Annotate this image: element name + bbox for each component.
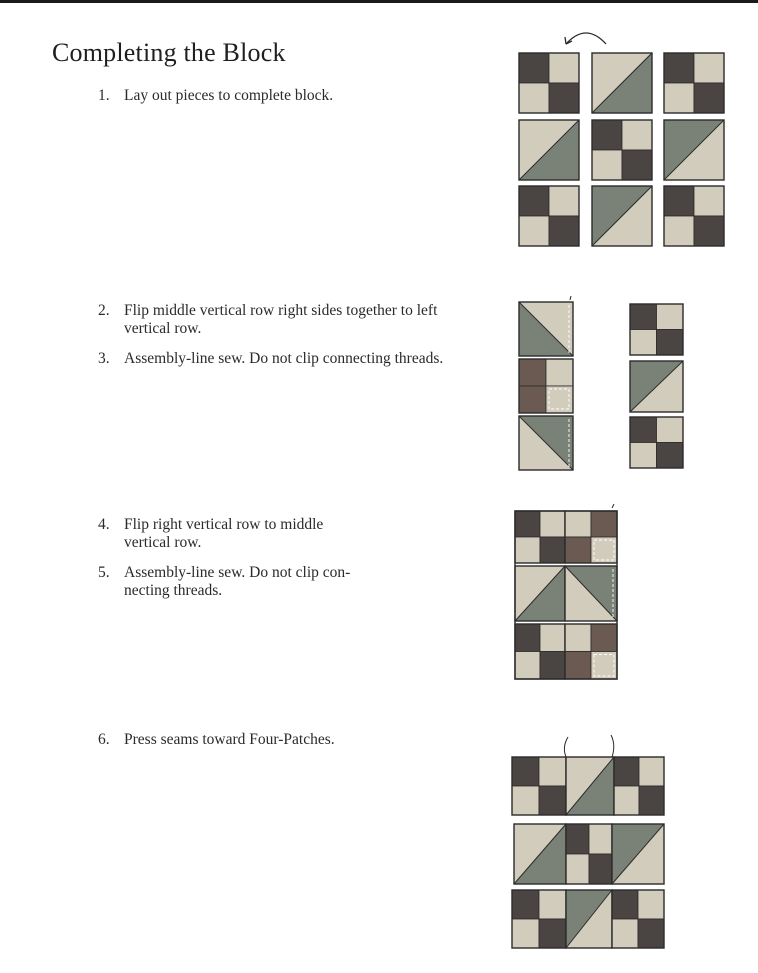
triangle-square: [592, 186, 652, 246]
triangle-square: [565, 566, 617, 621]
diagram-flip-right: [515, 504, 617, 679]
four-patch: [664, 186, 724, 246]
step-text: Lay out pieces to complete block.: [124, 87, 334, 104]
step-number: 2.: [98, 302, 110, 319]
triangle-square: [519, 120, 579, 180]
four-patch: [565, 511, 617, 563]
four-patch: [566, 824, 612, 884]
triangle-square: [592, 53, 652, 113]
four-patch: [519, 53, 579, 113]
step-text: Assembly-line sew. Do not clip connecting threads.: [124, 350, 444, 367]
diagram-layout: [519, 53, 724, 246]
triangle-square: [566, 890, 612, 948]
four-patch: [515, 624, 565, 679]
step-number: 3.: [98, 350, 110, 367]
step-number: 6.: [98, 731, 110, 748]
diagram-pressed-block: [512, 735, 664, 948]
triangle-square: [566, 757, 614, 815]
step-number: 1.: [98, 87, 110, 104]
four-patch: [614, 757, 664, 815]
four-patch: [519, 359, 573, 413]
four-patch: [512, 890, 566, 948]
four-patch: [519, 186, 579, 246]
triangle-square: [514, 824, 566, 884]
four-patch: [630, 304, 683, 355]
step-text: Press seams toward Four-Patches.: [124, 731, 335, 748]
page-title: Completing the Block: [52, 38, 286, 67]
diagram-flip-middle: [519, 296, 683, 470]
step-text: Flip right vertical row to middle vertical row.: [124, 516, 324, 551]
triangle-square: [519, 416, 573, 470]
four-patch: [612, 890, 664, 948]
step-number: 5.: [98, 564, 110, 581]
four-patch: [630, 417, 683, 468]
flip-arrow-icon: [565, 33, 606, 44]
step-text: Flip middle vertical row right sides together to left vertical row.: [124, 302, 438, 337]
four-patch: [664, 53, 724, 113]
triangle-square: [515, 566, 565, 621]
step-text: Assembly-line sew. Do not clip con-necting threads.: [124, 564, 351, 599]
thread-tail: [564, 737, 568, 757]
four-patch: [592, 120, 652, 180]
four-patch: [565, 624, 617, 679]
step-number: 4.: [98, 516, 110, 533]
four-patch: [512, 757, 566, 815]
thread-tail: [611, 735, 614, 757]
triangle-square: [612, 824, 664, 884]
triangle-square: [664, 120, 724, 180]
triangle-square: [630, 361, 683, 412]
four-patch: [515, 511, 565, 563]
triangle-square: [519, 302, 573, 356]
